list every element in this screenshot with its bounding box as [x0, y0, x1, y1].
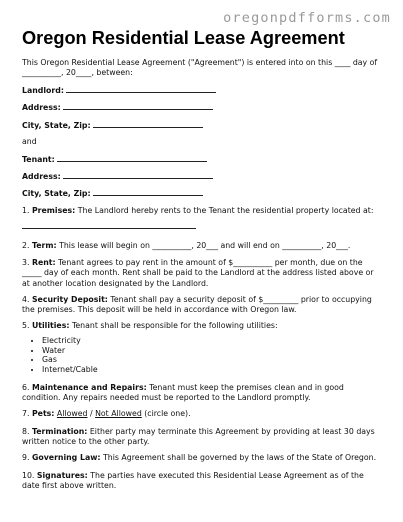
premises-num: 1. — [22, 206, 30, 215]
intro-line-2: __________, 20____, between: — [22, 68, 133, 78]
premises-label: Premises: — [31, 206, 76, 215]
intro-paragraph — [22, 58, 384, 79]
utilities-list — [22, 336, 98, 374]
premises-text: The Landlord hereby rents to the Tenant the residential property located at: — [77, 206, 374, 215]
rent-line-1: Tenant agrees to pay rent in the amount of $__________ per month, due on the — [58, 258, 363, 267]
utility-item: • Water — [42, 346, 98, 356]
maintenance-line-1: Tenant must keep the premises clean and in good — [149, 383, 344, 392]
pets-allowed-option[interactable]: Allowed — [56, 409, 88, 418]
document-title: Oregon Residential Lease Agreement — [22, 28, 345, 48]
landlord-label: Landlord: — [22, 86, 64, 95]
rent-line-2: _____ day of each month. Rent shall be paid to the Landlord at the address listed above or — [22, 268, 374, 278]
rent-line-3: at another location designated by the Landlord. — [22, 278, 209, 288]
rent-num: 3. — [22, 258, 30, 267]
signatures-line-2: date first above written. — [22, 481, 117, 491]
pets-suffix: (circle one). — [141, 409, 191, 418]
tenant-blank[interactable] — [57, 154, 207, 162]
tenant-city-field[interactable] — [22, 188, 384, 199]
landlord-city-blank[interactable] — [93, 120, 203, 128]
section-deposit — [22, 295, 384, 316]
termination-line-1: Either party may terminate this Agreement by providing at least 30 days — [89, 427, 375, 436]
landlord-blank[interactable] — [66, 85, 216, 93]
landlord-field[interactable] — [22, 85, 384, 96]
section-signatures — [22, 471, 384, 492]
tenant-field[interactable] — [22, 154, 384, 165]
section-governing-law — [22, 453, 384, 463]
pets-not-allowed-option[interactable]: Not Allowed — [95, 409, 142, 418]
section-pets — [22, 409, 384, 419]
section-premises — [22, 206, 384, 216]
landlord-city-label: City, State, Zip: — [22, 121, 91, 130]
law-text: This Agreement shall be governed by the laws of the State of Oregon. — [103, 453, 377, 462]
term-num: 2. — [22, 241, 30, 250]
deposit-line-1: Tenant shall pay a security deposit of $_________ prior to occupying — [110, 295, 372, 304]
maintenance-label: Maintenance and Repairs: — [31, 383, 147, 392]
pets-separator: / — [87, 409, 96, 418]
landlord-address-label: Address: — [22, 103, 61, 112]
termination-label: Termination: — [31, 427, 88, 436]
landlord-address-blank[interactable] — [63, 102, 213, 110]
and-text: and — [22, 137, 37, 146]
deposit-label: Security Deposit: — [31, 295, 108, 304]
deposit-line-2: the premises. This deposit will be held in accordance with Oregon law. — [22, 305, 297, 315]
termination-line-2: written notice to the other party. — [22, 437, 150, 447]
signatures-line-1: The parties have executed this Residential Lease Agreement as of the — [90, 471, 364, 480]
utility-item: • Internet/Cable — [42, 365, 98, 375]
tenant-label: Tenant: — [22, 155, 55, 164]
tenant-city-blank[interactable] — [93, 188, 203, 196]
law-label: Governing Law: — [31, 453, 101, 462]
rent-label: Rent: — [31, 258, 56, 267]
maintenance-num: 6. — [22, 383, 30, 392]
landlord-city-field[interactable] — [22, 120, 384, 131]
tenant-city-label: City, State, Zip: — [22, 189, 91, 198]
pets-label: Pets: — [31, 409, 55, 418]
term-label: Term: — [31, 241, 57, 250]
section-termination — [22, 427, 384, 448]
termination-num: 8. — [22, 427, 30, 436]
term-text: This lease will begin on __________, 20___ and will end on __________, 20___. — [59, 241, 351, 250]
maintenance-line-2: condition. Any repairs needed must be reported to the Landlord promptly. — [22, 393, 311, 403]
section-utilities — [22, 321, 384, 331]
utility-item: • Electricity — [42, 336, 98, 346]
tenant-address-blank[interactable] — [63, 171, 213, 179]
utilities-text: Tenant shall be responsible for the following utilities: — [71, 321, 278, 330]
section-maintenance — [22, 383, 384, 404]
tenant-address-field[interactable] — [22, 171, 384, 182]
utility-item: • Gas — [42, 355, 98, 365]
premises-address-field[interactable] — [22, 221, 384, 232]
utilities-num: 5. — [22, 321, 30, 330]
pets-num: 7. — [22, 409, 30, 418]
site-watermark: oregonpdfforms.com — [223, 10, 391, 26]
section-term — [22, 241, 384, 251]
law-num: 9. — [22, 453, 30, 462]
deposit-num: 4. — [22, 295, 30, 304]
section-rent — [22, 258, 384, 289]
premises-address-blank[interactable] — [22, 221, 196, 229]
signatures-label: Signatures: — [36, 471, 88, 480]
intro-line-1: This Oregon Residential Lease Agreement ("Agreement") is entered into on this ____ day of — [22, 58, 378, 67]
landlord-address-field[interactable] — [22, 102, 384, 113]
signatures-num: 10. — [22, 471, 35, 480]
tenant-address-label: Address: — [22, 172, 61, 181]
utilities-label: Utilities: — [31, 321, 70, 330]
